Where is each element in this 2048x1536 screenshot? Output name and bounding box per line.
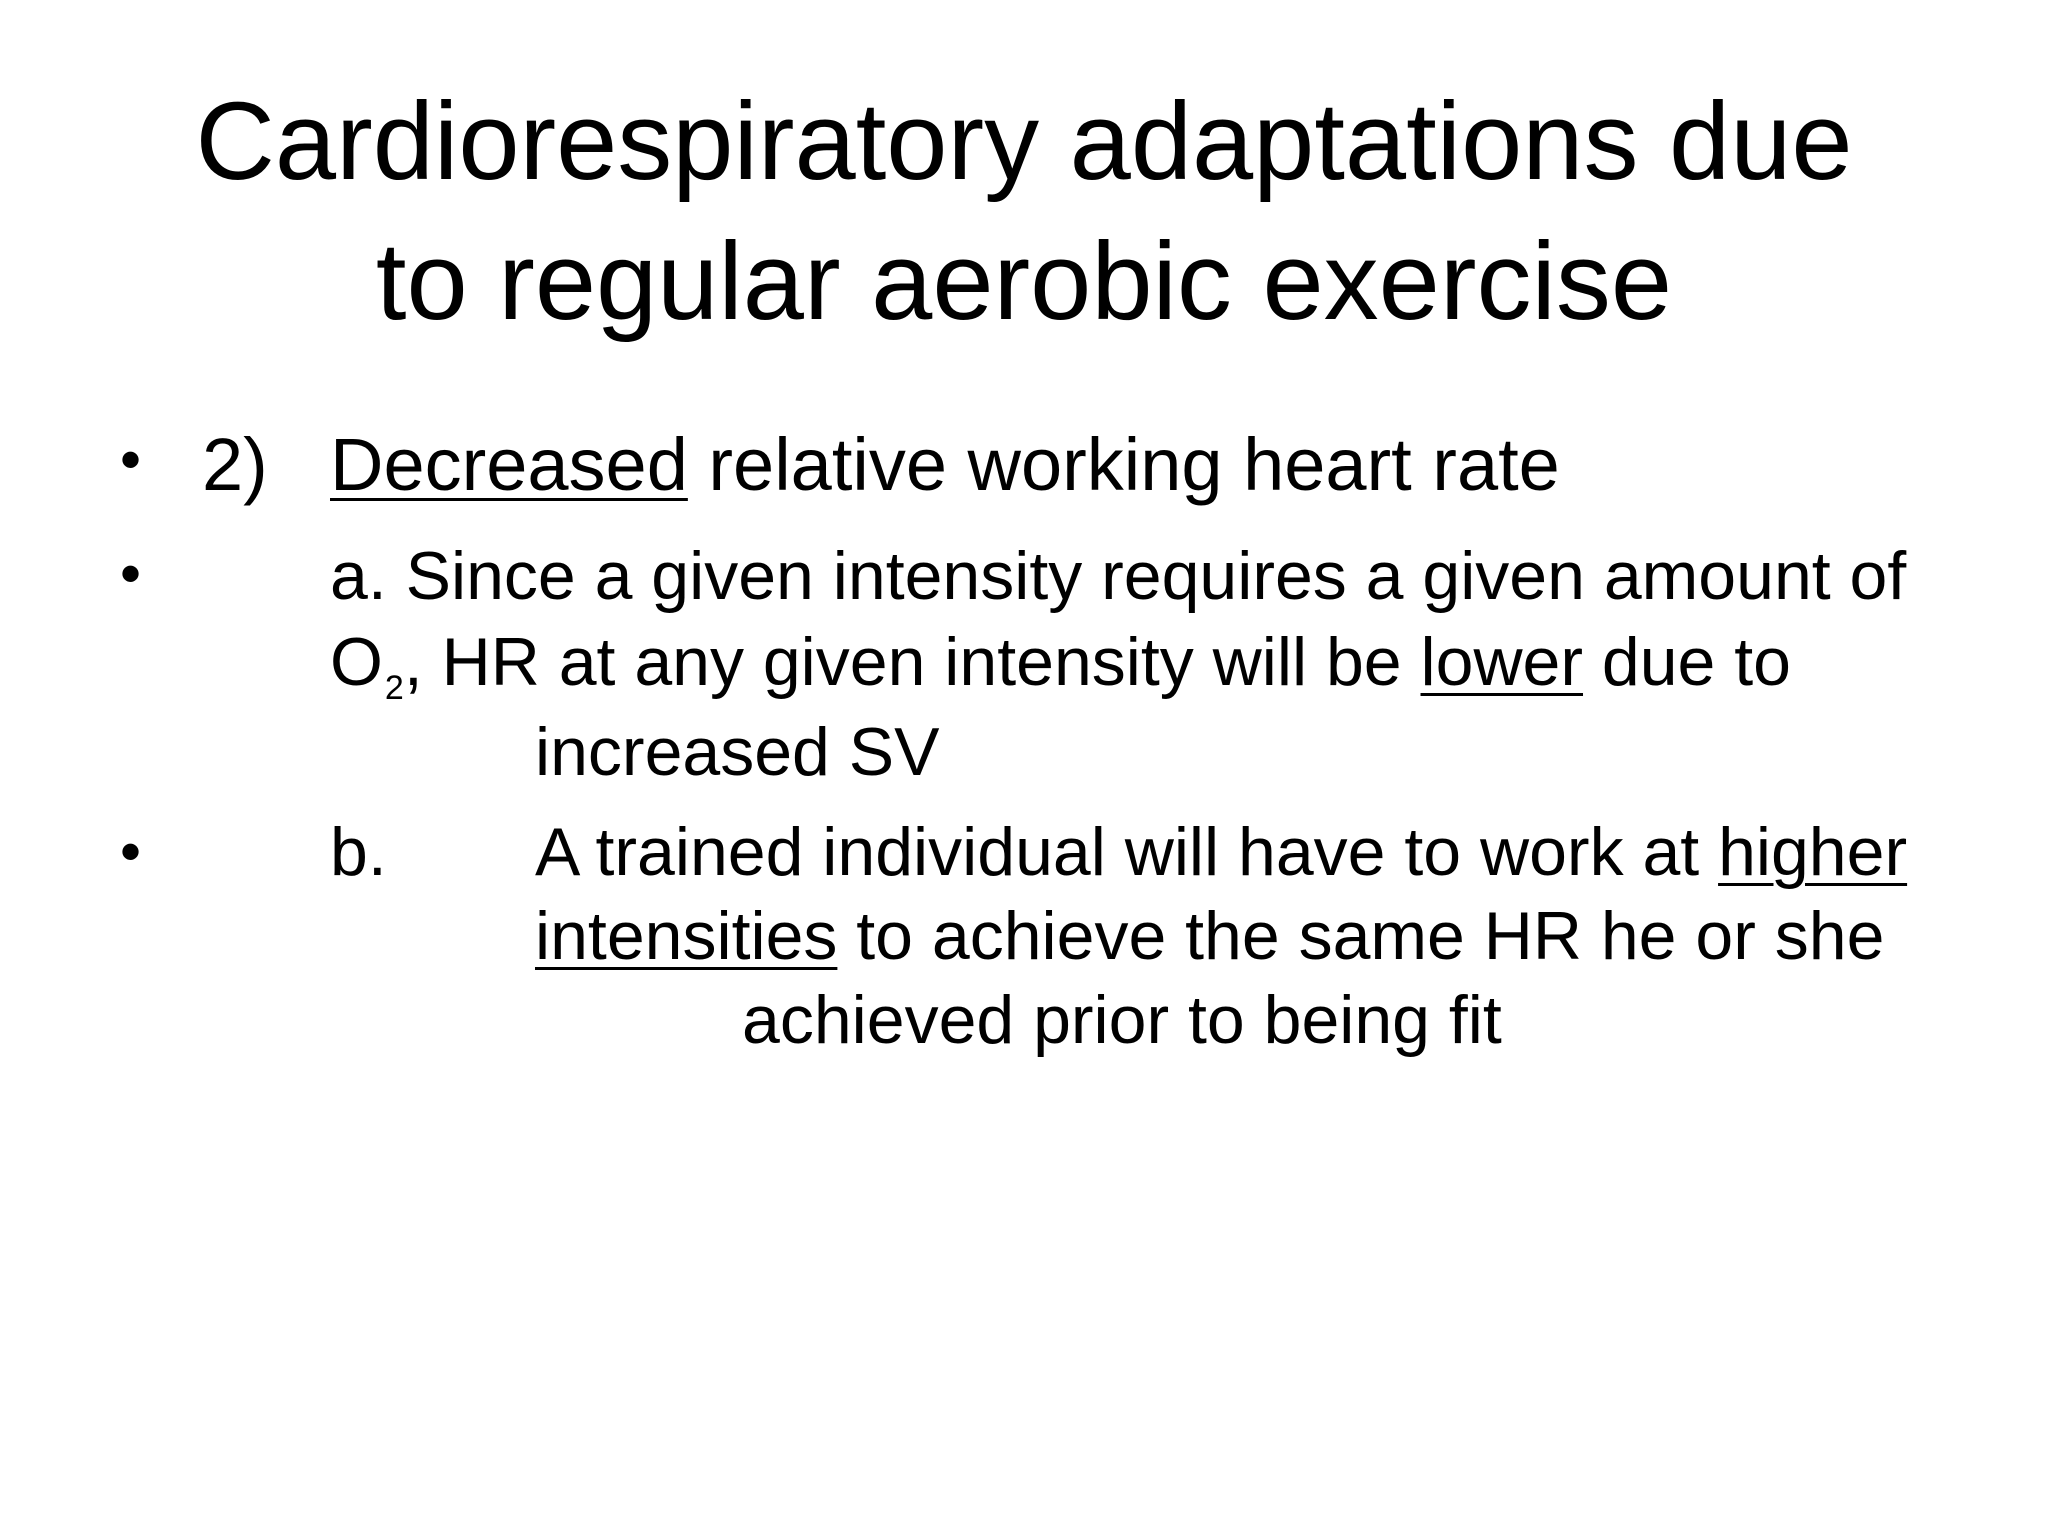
bullet-2-dot: •: [120, 540, 142, 607]
oxygen-symbol: O: [330, 624, 383, 700]
bullet-2-line-2-middle: , HR at any given intensity will be: [403, 624, 1421, 700]
bullet-1-dot: •: [120, 426, 142, 493]
bullet-2-line-2-suffix: due to: [1583, 624, 1791, 700]
bullet-3-dot: •: [120, 818, 142, 885]
title-line-1: Cardiorespiratory adaptations due: [195, 80, 1853, 203]
bullet-3-line-1-prefix: A trained individual will have to work at: [535, 814, 1719, 890]
bullet-1-rest: relative working heart rate: [687, 423, 1560, 506]
bullet-3-line-2-suffix: to achieve the same HR he or she: [837, 898, 1885, 974]
bullet-3-label: b.: [330, 814, 387, 890]
bullet-2-line-3: increased SV: [535, 714, 940, 790]
title-line-2: to regular aerobic exercise: [375, 220, 1673, 343]
intensities-underlined: intensities: [535, 898, 838, 974]
bullet-3-line-2: [535, 896, 1884, 976]
bullet-1-text: [330, 420, 1560, 510]
lower-underlined: lower: [1420, 624, 1584, 700]
bullet-2-line-1: a. Since a given intensity requires a given amount of: [330, 538, 1907, 614]
slide-title: [0, 72, 2048, 352]
bullet-3-line-1: [535, 812, 1907, 892]
higher-underlined: higher: [1718, 814, 1908, 890]
bullet-2-line-2: [330, 622, 1791, 714]
decreased-underlined: Decreased: [330, 423, 688, 506]
bullet-1-number: 2): [202, 423, 268, 506]
oxygen-subscript: 2: [384, 669, 404, 707]
bullet-3-line-3: achieved prior to being fit: [742, 982, 1502, 1058]
